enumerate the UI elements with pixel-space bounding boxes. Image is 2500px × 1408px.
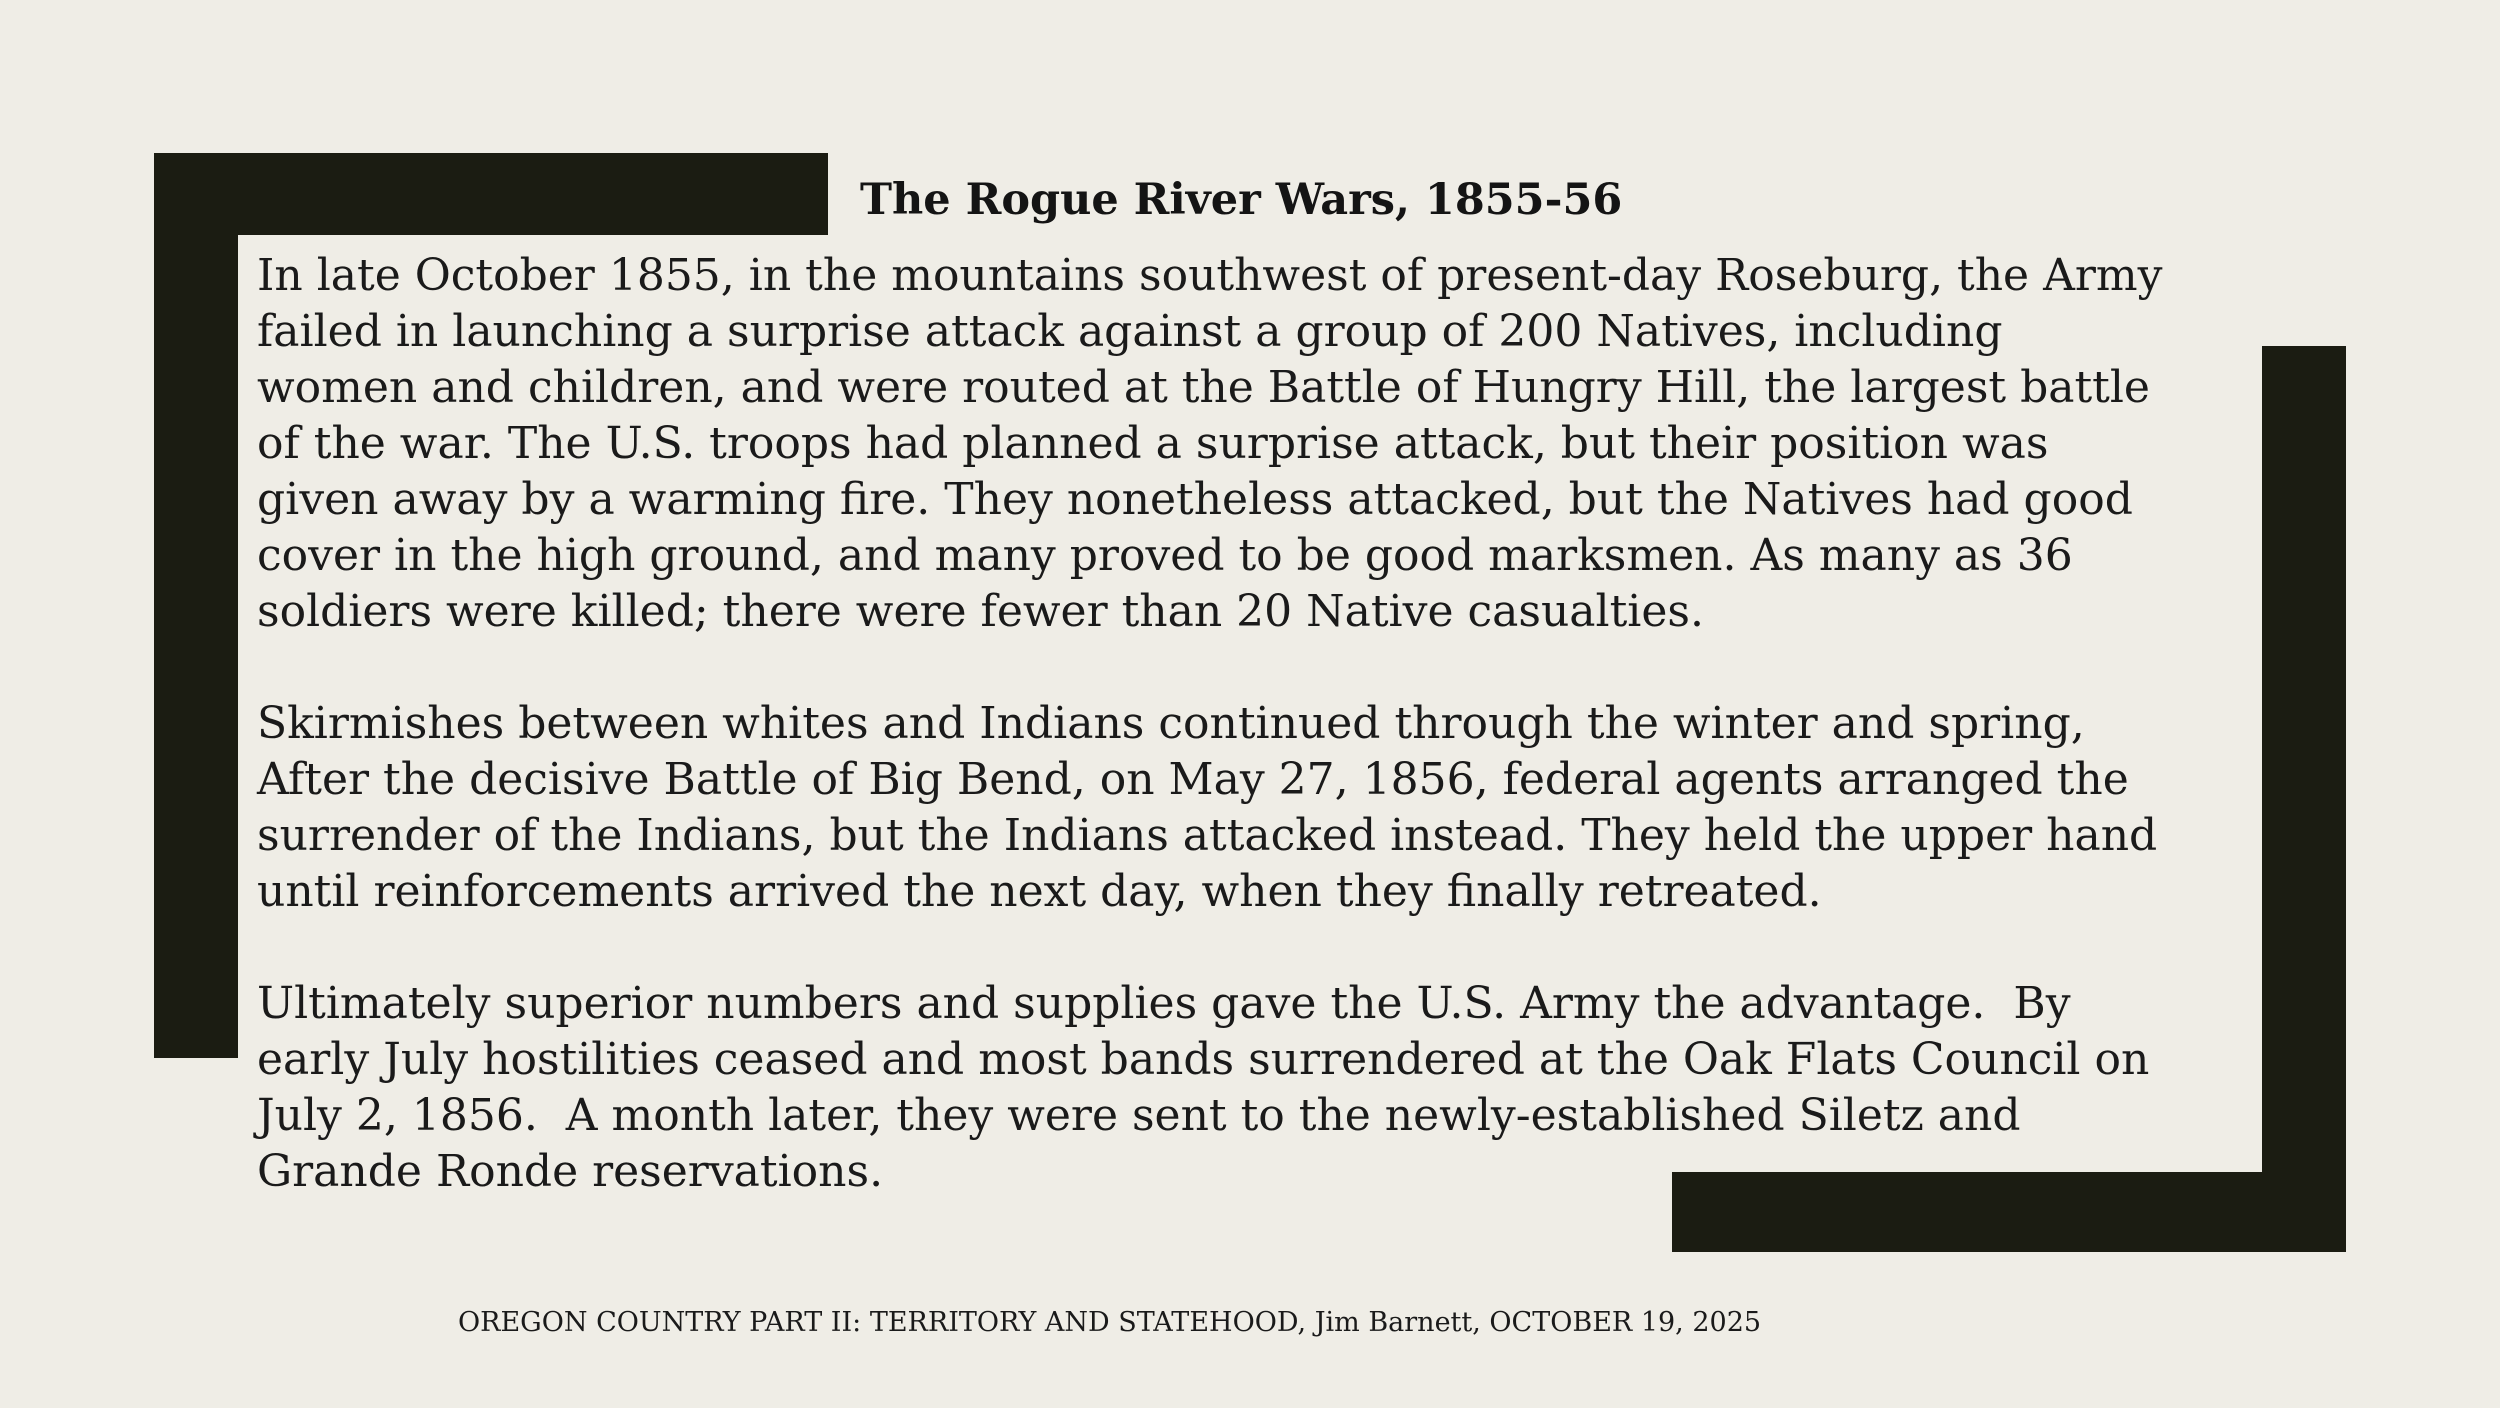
text-line: Grande Ronde reservations. (257, 1146, 884, 1197)
text-line: until reinforcements arrived the next day, when they finally retreated. (257, 866, 1822, 917)
frame-bottom-right-vertical-bar (2262, 346, 2346, 1252)
slide-body (257, 248, 2257, 1200)
text-line: Ultimately superior numbers and supplies gave the U.S. Army the advantage. By (257, 978, 2071, 1029)
text-line: early July hostilities ceased and most bands surrendered at the Oak Flats Council on (257, 1034, 2150, 1085)
text-line: soldiers were killed; there were fewer than 20 Native casualties. (257, 586, 1704, 637)
text-line: surrender of the Indians, but the Indians attacked instead. They held the upper hand (257, 810, 2158, 861)
text-line: women and children, and were routed at the Battle of Hungry Hill, the largest battle (257, 362, 2150, 413)
text-line: July 2, 1856. A month later, they were sent to the newly-established Siletz and (257, 1090, 2021, 1141)
text-line: In late October 1855, in the mountains southwest of present-day Roseburg, the Army (257, 250, 2163, 301)
text-line: of the war. The U.S. troops had planned a surprise attack, but their position was (257, 418, 2049, 469)
paragraph-big-bend (257, 696, 2257, 920)
text-line: failed in launching a surprise attack against a group of 200 Natives, including (257, 306, 2003, 357)
slide-footer: OREGON COUNTRY PART II: TERRITORY AND STATEHOOD, Jim Barnett, OCTOBER 19, 2025 (458, 1307, 1762, 1338)
slide-title: The Rogue River Wars, 1855-56 (860, 175, 1623, 225)
text-line: Skirmishes between whites and Indians continued through the winter and spring, (257, 698, 2085, 749)
paragraph-outcome (257, 976, 2257, 1200)
paragraph-hungry-hill (257, 248, 2257, 640)
frame-top-left-vertical-bar (154, 153, 238, 1058)
text-line: After the decisive Battle of Big Bend, on May 27, 1856, federal agents arranged the (257, 754, 2129, 805)
text-line: cover in the high ground, and many proved to be good marksmen. As many as 36 (257, 530, 2073, 581)
frame-top-left-horizontal-bar (154, 153, 828, 235)
text-line: given away by a warming fire. They nonetheless attacked, but the Natives had good (257, 474, 2133, 525)
